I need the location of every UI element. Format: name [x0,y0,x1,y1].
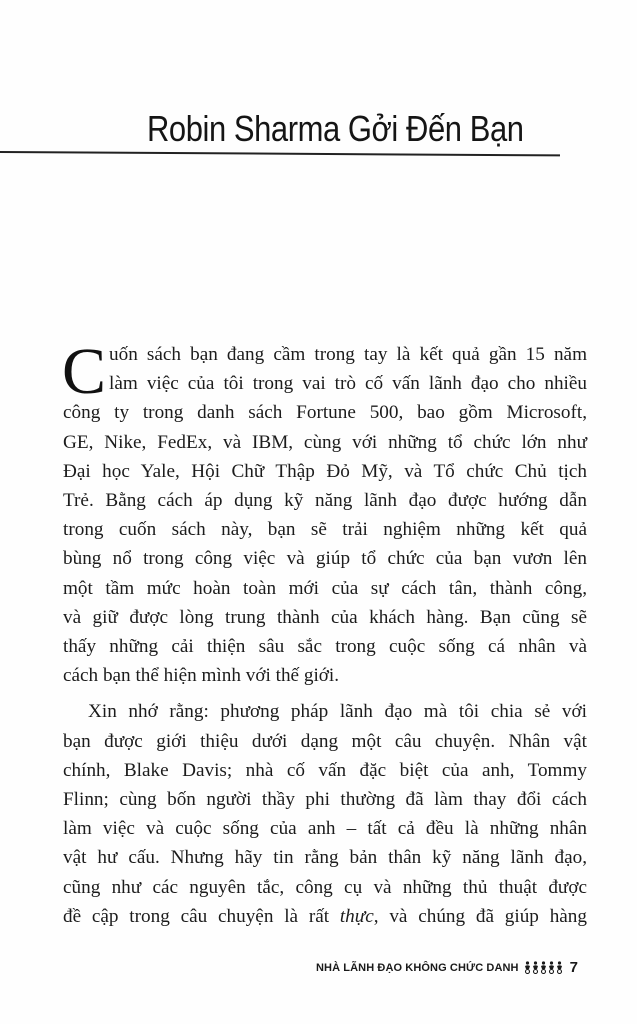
text-line: bùng nổ trong công việc và giúp tổ chức của bạn vươn lên [63,548,587,570]
text-line: thấy những cải thiện sâu sắc trong cuộc sống cá nhân và [63,636,587,658]
running-title: NHÀ LÃNH ĐẠO KHÔNG CHỨC DANH [316,961,519,974]
text-line: một tầm mức hoàn toàn mới của sự cách tân, thành công, [63,577,587,599]
text-line: công ty trong danh sách Fortune 500, bao gồm Microsoft, [63,402,587,424]
text-segment: , và chúng đã giúp hàng [373,905,587,927]
body-text [62,335,587,931]
text-line: chính, Blake Davis; nhà cố vấn đặc biệt của anh, Tommy [63,759,587,781]
text-line: bạn được giới thiệu dưới dạng một câu chuyện. Nhân vật [63,730,587,752]
text-line: uốn sách bạn đang cầm trong tay là kết quả gần 15 năm [109,344,587,365]
chapter-title: Robin Sharma Gởi Đến Bạn [147,108,524,149]
emphasis-text: thực [339,905,374,927]
text-segment: đề cập trong câu chuyện là rất [63,905,340,927]
text-line-with-emphasis [63,902,587,931]
title-underline-rule [0,151,560,156]
text-line: GE, Nike, FedEx, và IBM, cùng với những tổ chức lớn như [63,431,587,453]
text-line: vật hư cấu. Nhưng hãy tin rằng bản thân kỹ năng lãnh đạo, [63,847,587,869]
paragraph-1 [62,335,587,690]
text-line: Xin nhớ rằng: phương pháp lãnh đạo mà tôi chia sẻ với [88,701,587,723]
text-line: Đại học Yale, Hội Chữ Thập Đỏ Mỹ, và Tổ chức Chủ tịch [63,460,587,482]
text-line: làm việc và cuộc sống của anh – tất cả đều là những nhân [63,818,587,840]
five-figures-ornament-icon [524,961,563,974]
running-footer [316,959,578,976]
page-number: 7 [569,959,579,976]
text-line: trong cuốn sách này, bạn sẽ trải nghiệm những kết quả [63,519,587,541]
text-line: Trẻ. Bằng cách áp dụng kỹ năng lãnh đạo được hướng dẫn [63,490,587,512]
text-line: Flinn; cùng bốn người thầy phi thường đã làm thay đổi cách [63,789,587,811]
text-line: cũng như các nguyên tắc, công cụ và những thủ thuật được [63,876,587,898]
text-line: và giữ được lòng trung thành của khách hàng. Bạn cũng sẽ [63,606,587,628]
paragraph-2 [63,697,587,931]
drop-cap: C [62,335,107,408]
text-line: làm việc của tôi trong vai trò cố vấn lãnh đạo cho nhiều [109,373,587,395]
text-line: cách bạn thể hiện mình với thế giới. [63,665,340,687]
